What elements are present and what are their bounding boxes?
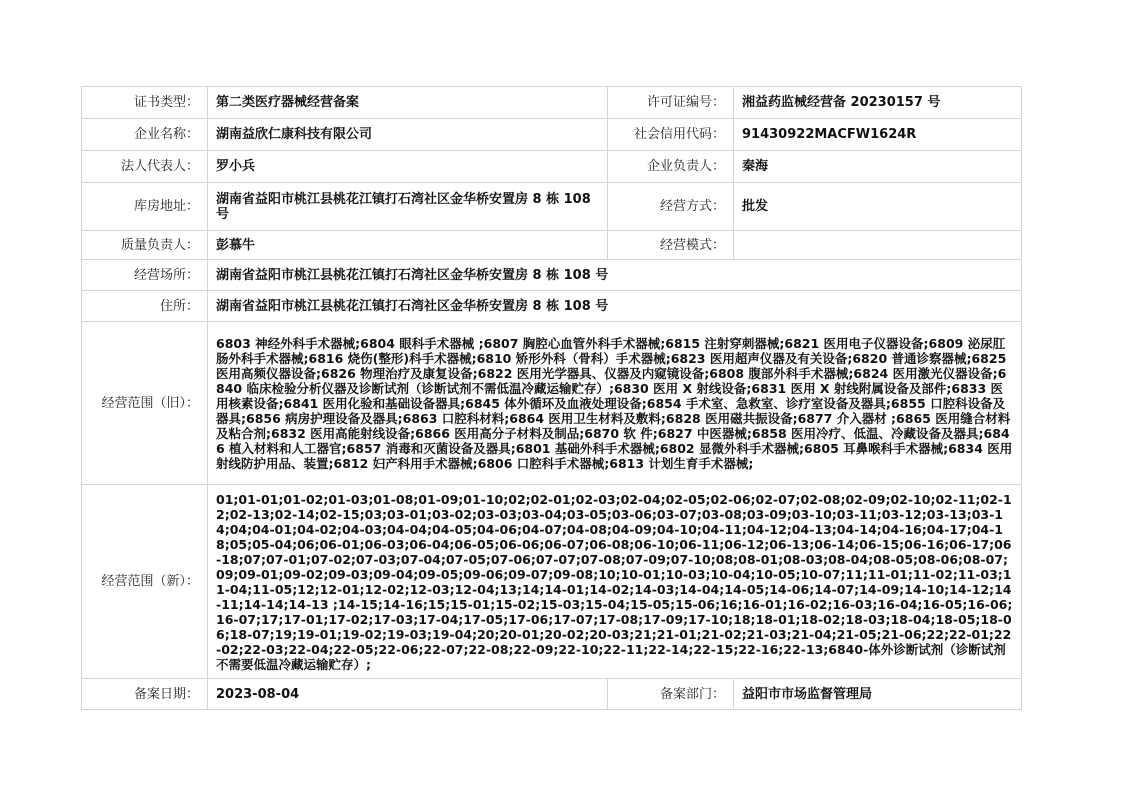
pattern-value (734, 231, 1022, 260)
mode-value: 批发 (734, 183, 1022, 231)
warehouse-value: 湖南省益阳市桃江县桃花江镇打石湾社区金华桥安置房 8 栋 108 号 (208, 183, 608, 231)
license-no-value: 湘益药监械经营备 20230157 号 (734, 87, 1022, 119)
row-scope-old (82, 322, 1022, 485)
row-residence (82, 291, 1022, 322)
cert-type-value: 第二类医疗器械经营备案 (208, 87, 608, 119)
legal-rep-label: 法人代表人： (82, 151, 208, 183)
premises-label: 经营场所： (82, 260, 208, 291)
company-head-value: 秦海 (734, 151, 1022, 183)
record-dept-value: 益阳市市场监督管理局 (734, 679, 1022, 710)
company-name-label: 企业名称： (82, 119, 208, 151)
residence-value: 湖南省益阳市桃江县桃花江镇打石湾社区金华桥安置房 8 栋 108 号 (208, 291, 1022, 322)
scope-old-label: 经营范围（旧）： (82, 322, 208, 485)
record-dept-label: 备案部门： (608, 679, 734, 710)
credit-code-value: 91430922MACFW1624R (734, 119, 1022, 151)
premises-value: 湖南省益阳市桃江县桃花江镇打石湾社区金华桥安置房 8 栋 108 号 (208, 260, 1022, 291)
record-date-value: 2023-08-04 (208, 679, 608, 710)
pattern-label: 经营模式： (608, 231, 734, 260)
legal-rep-value: 罗小兵 (208, 151, 608, 183)
quality-head-label: 质量负责人： (82, 231, 208, 260)
cert-type-label: 证书类型： (82, 87, 208, 119)
quality-head-value: 彭慕牛 (208, 231, 608, 260)
row-company (82, 119, 1022, 151)
record-date-label: 备案日期： (82, 679, 208, 710)
row-record (82, 679, 1022, 710)
warehouse-label: 库房地址： (82, 183, 208, 231)
scope-new-label: 经营范围（新）： (82, 485, 208, 679)
mode-label: 经营方式： (608, 183, 734, 231)
scope-new-value: 01;01-01;01-02;01-03;01-08;01-09;01-10;02;02-01;02-03;02-04;02-05;02-06;02-07;02-08;02-09;02-10;02-11;02-12;02-13;02-14;02-15;03;03-01;03-02;03-03;03-04;03-05;03-06;03-07;03-08;03-09;03-10;03-11;03-12;03-13;03-14;04;04-01;04-02;04-03;04-04;04-05;04-06;04-07;04-08;04-09;04-10;04-11;04-12;04-13;04-14;04-16;04-17;04-18;05;05-04;06;06-01;06-03;06-04;06-05;06-06;06-07;06-08;06-10;06-11;06-12;06-13;06-14;06-15;06-16;06-17;06-18;07;07-01;07-02;07-03;07-04;07-05;07-06;07-07;07-08;07-09;07-10;08;08-01;08-03;08-04;08-05;08-06;08-07;09;09-01;09-02;09-03;09-04;09-05;09-06;09-07;09-08;10;10-01;10-03;10-04;10-05;10-07;11;11-01;11-02;11-03;11-04;11-05;12;12-01;12-02;12-03;12-04;13;14;14-01;14-02;14-03;14-04;14-05;14-06;14-07;14-09;14-10;14-12;14-11;14-14;14-13 ;14-15;14-16;15;15-01;15-02;15-03;15-04;15-05;15-06;16;16-01;16-02;16-03;16-04;16-05;16-06;16-07;17;17-01;17-02;17-03;17-04;17-05;17-06;17-07;17-08;17-09;17-10;18;18-01;18-02;18-03;18-04;18-05;18-06;18-07;19;19-01;19-02;19-03;19-04;20;20-01;20-02;20-03;21;21-01;21-02;21-03;21-04;21-05;21-06;22;22-01;22-02;22-03;22-04;22-05;22-06;22-07;22-08;22-09;22-10;22-11;22-14;22-15;22-16;22-13;6840-体外诊断试剂（诊断试剂不需要低温冷藏运输贮存）; (208, 485, 1022, 679)
row-quality (82, 231, 1022, 260)
certificate-table (81, 86, 1022, 710)
credit-code-label: 社会信用代码： (608, 119, 734, 151)
row-persons (82, 151, 1022, 183)
company-name-value: 湖南益欣仁康科技有限公司 (208, 119, 608, 151)
company-head-label: 企业负责人： (608, 151, 734, 183)
row-warehouse (82, 183, 1022, 231)
row-cert-type (82, 87, 1022, 119)
residence-label: 住所： (82, 291, 208, 322)
row-premises (82, 260, 1022, 291)
license-no-label: 许可证编号： (608, 87, 734, 119)
row-scope-new (82, 485, 1022, 679)
scope-old-value: 6803 神经外科手术器械;6804 眼科手术器械 ;6807 胸腔心血管外科手术器械;6815 注射穿刺器械;6821 医用电子仪器设备;6809 泌尿肛肠外科手术器械;6816 烧伤(整形)科手术器械;6810 矫形外科（骨科）手术器械;6823 医用超声仪器及有关设备;6820 普通诊察器械;6825 医用高频仪器设备;6826 物理治疗及康复设备;6822 医用光学器具、仪器及内窥镜设备;6808 腹部外科手术器械;6824 医用激光仪器设备;6840 临床检验分析仪器及诊断试剂（诊断试剂不需低温冷藏运输贮存）;6830 医用 X 射线设备;6831 医用 X 射线附属设备及部件;6833 医用核素设备;6841 医用化验和基础设备器具;6845 体外循环及血液处理设备;6854 手术室、急救室、诊疗室设备及器具;6855 口腔科设备及器具;6856 病房护理设备及器具;6863 口腔科材料;6864 医用卫生材料及敷料;6828 医用磁共振设备;6877 介入器材 ;6865 医用缝合材料及粘合剂;6832 医用高能射线设备;6866 医用高分子材料及制品;6870 软 件;6827 中医器械;6858 医用冷疗、低温、冷藏设备及器具;6846 植入材料和人工器官;6857 消毒和灭菌设备及器具;6801 基础外科手术器械;6802 显微外科手术器械;6805 耳鼻喉科手术器械;6834 医用射线防护用品、装置;6812 妇产科用手术器械;6806 口腔科手术器械;6813 计划生育手术器械; (208, 322, 1022, 485)
